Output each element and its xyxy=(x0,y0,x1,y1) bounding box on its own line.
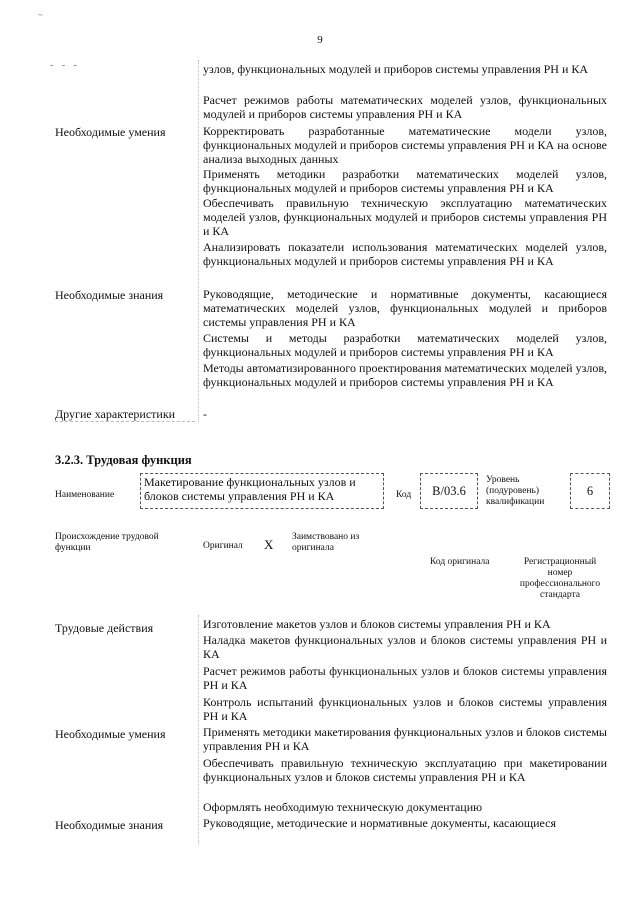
scan-mark: ~ xyxy=(38,10,43,20)
original-label: Оригинал xyxy=(203,541,243,551)
action-text: Контроль испытаний функциональных узлов и блоков системы управления РН и КА xyxy=(203,695,607,723)
level-value: 6 xyxy=(586,484,594,498)
skill-text: Корректировать разработанные математические модели узлов, функциональных модулей и приборов системы управления РН и КА на основе анализа выходных данных xyxy=(203,124,607,166)
skills-label: Необходимые умения xyxy=(55,125,166,139)
code-label: Код xyxy=(396,490,412,500)
function-name: Макетирование функциональных узлов и блоков системы управления РН и КА xyxy=(144,475,356,503)
borrowed-label: Заимствовано из оригинала xyxy=(292,532,360,553)
action-text: Наладка макетов функциональных узлов и блоков системы управления РН и КА xyxy=(203,633,607,661)
other-value: - xyxy=(203,407,207,421)
knowledge-text: Руководящие, методические и нормативные документы, касающиеся математических моделей узлов, функциональных модулей и приборов системы управления РН и КА xyxy=(203,287,607,329)
original-mark: X xyxy=(264,537,274,552)
level-label: Уровень (подуровень) квалификации xyxy=(486,475,545,507)
row-divider xyxy=(55,421,195,422)
column-divider xyxy=(198,615,199,845)
action-text: Расчет режимов работы функциональных узлов и блоков системы управления РН и КА xyxy=(203,664,607,692)
scan-dots: - - - xyxy=(50,60,80,71)
knowledge-label: Необходимые знания xyxy=(55,288,164,302)
code-original-label: Код оригинала xyxy=(430,557,490,567)
action-text: Изготовление макетов узлов и блоков системы управления РН и КА xyxy=(203,617,551,631)
knowledge-text: Методы автоматизированного проектирования математических моделей узлов, функциональных модулей и приборов системы управления РН и КА xyxy=(203,361,607,389)
skill-text: Обеспечивать правильную техническую эксплуатацию при макетировании функциональных узлов и блоков системы управления РН и КА xyxy=(203,756,607,784)
skill-text: Анализировать показатели использования математических моделей узлов, функциональных модулей и приборов системы управления РН и КА xyxy=(203,240,607,268)
skill-text: Применять методики макетирования функциональных узлов и блоков системы управления РН и КА xyxy=(203,725,607,753)
skill-text: Обеспечивать правильную техническую эксплуатацию математических моделей узлов, функциональных модулей и приборов системы управления РН и КА xyxy=(203,196,607,238)
action-text: Расчет режимов работы математических моделей узлов, функциональных модулей и приборов системы управления РН и КА xyxy=(203,93,607,121)
section-heading: 3.2.3. Трудовая функция xyxy=(55,453,192,467)
actions-label: Трудовые действия xyxy=(55,621,154,635)
reg-number-label: Регистрационный номер профессионального стандарта xyxy=(519,557,601,600)
column-divider xyxy=(198,60,199,422)
knowledge-text: Системы и методы разработки математических моделей узлов, функциональных модулей и приборов системы управления РН и КА xyxy=(203,331,607,359)
code-value: B/03.6 xyxy=(432,484,466,498)
knowledge-label: Необходимые знания xyxy=(55,818,164,832)
skill-text: Применять методики разработки математических моделей узлов, функциональных модулей и приборов системы управления РН и КА xyxy=(203,167,607,195)
skill-text: Оформлять необходимую техническую документацию xyxy=(203,800,483,814)
page-number: 9 xyxy=(317,34,323,46)
other-label: Другие характеристики xyxy=(55,407,176,421)
knowledge-text: Руководящие, методические и нормативные документы, касающиеся xyxy=(203,816,556,830)
skills-label: Необходимые умения xyxy=(55,727,166,741)
name-label: Наименование xyxy=(55,490,115,500)
origin-label: Происхождение трудовой функции xyxy=(55,532,159,553)
continuation-text: узлов, функциональных модулей и приборов системы управления РН и КА xyxy=(203,62,589,76)
